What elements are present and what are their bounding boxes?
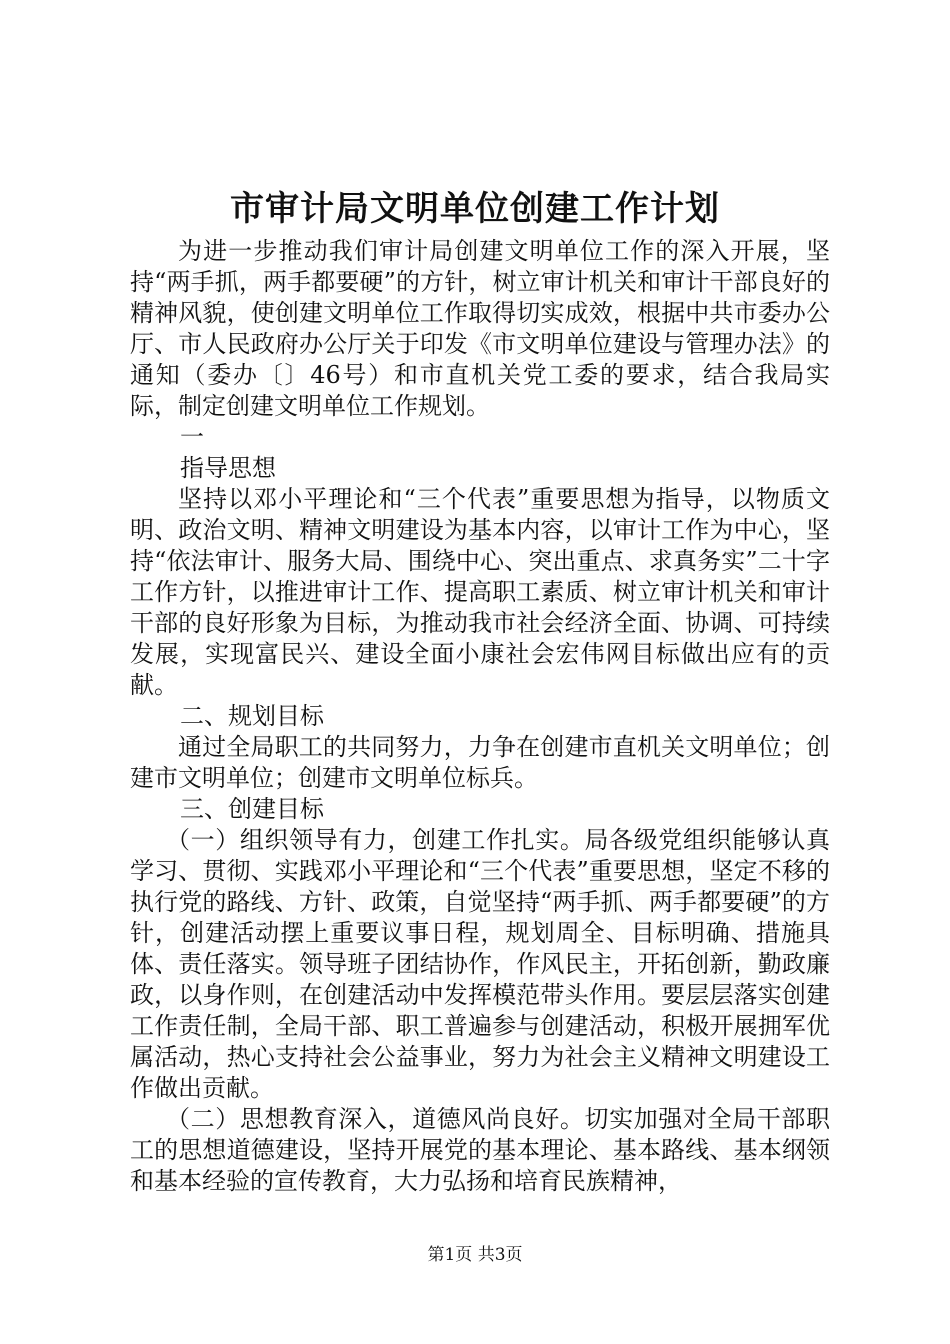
- section-1-number: 一: [180, 423, 204, 451]
- section-3-item-2: （二）思想教育深入，道德风尚良好。切实加强对全局干部职工的思想道德建设，坚持开展党的基本理论、基本路线、基本纲领和基本经验的宣传教育，大力弘扬和培育民族精神，: [130, 1105, 830, 1195]
- section-2-heading: 二、规划目标: [180, 702, 324, 730]
- section-3-item-1: （一）组织领导有力，创建工作扎实。局各级党组织能够认真学习、贯彻、实践邓小平理论和“三个代表”重要思想，坚定不移的执行党的路线、方针、政策，自觉坚持“两手抓、两手都要硬”的方针，创建活动摆上重要议事日程，规划周全、目标明确、措施具体、责任落实。领导班子团结协作，作风民主，开拓创新，勤政廉政，以身作则，在创建活动中发挥模范带头作用。要层层落实创建工作责任制，全局干部、职工普遍参与创建活动，积极开展拥军优属活动，热心支持社会公益事业，努力为社会主义精神文明建设工作做出贡献。: [130, 826, 830, 1102]
- section-1-heading: 指导思想: [180, 454, 276, 482]
- document-body: [130, 236, 830, 1197]
- page-number-footer: 第1页 共3页: [427, 1245, 523, 1265]
- section-2-paragraph: 通过全局职工的共同努力，力争在创建市直机关文明单位；创建市文明单位；创建市文明单位标兵。: [130, 733, 830, 792]
- section-3-heading: 三、创建目标: [180, 795, 324, 823]
- intro-paragraph: 为进一步推动我们审计局创建文明单位工作的深入开展，坚持“两手抓，两手都要硬”的方针，树立审计机关和审计干部良好的精神风貌，使创建文明单位工作取得切实成效，根据中共市委办公厅、市人民政府办公厅关于印发《市文明单位建设与管理办法》的通知（委办〔〕46号）和市直机关党工委的要求，结合我局实际，制定创建文明单位工作规划。: [130, 237, 830, 420]
- document-title: 市审计局文明单位创建工作计划: [230, 189, 720, 229]
- section-1-paragraph: 坚持以邓小平理论和“三个代表”重要思想为指导，以物质文明、政治文明、精神文明建设为基本内容，以审计工作为中心，坚持“依法审计、服务大局、围绕中心、突出重点、求真务实”二十字工作方针，以推进审计工作、提高职工素质、树立审计机关和审计干部的良好形象为目标，为推动我市社会经济全面、协调、可持续发展，实现富民兴、建设全面小康社会宏伟网目标做出应有的贡献。: [130, 485, 830, 699]
